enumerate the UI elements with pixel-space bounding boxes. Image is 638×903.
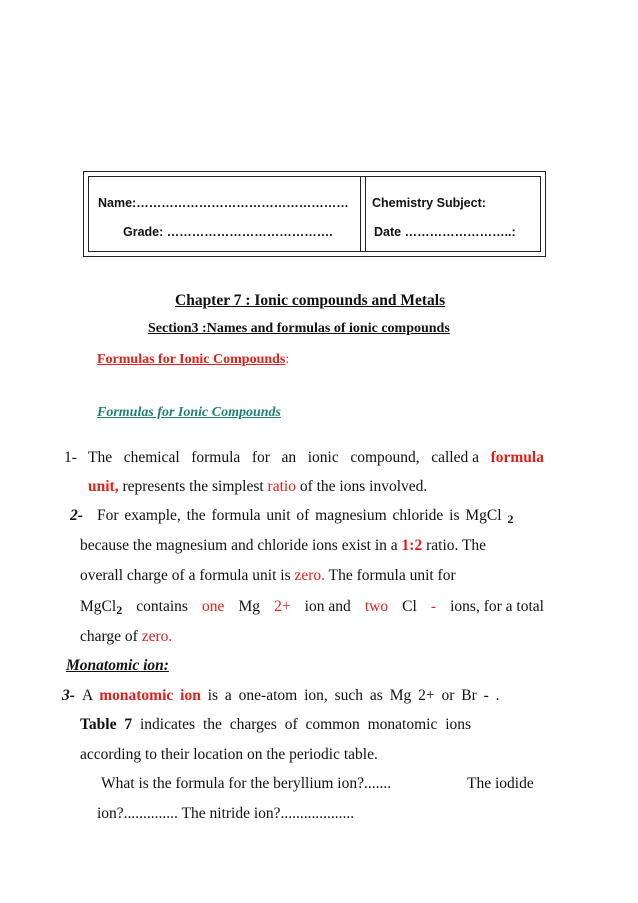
chapter-title: Chapter 7 : Ionic compounds and Metals bbox=[175, 292, 446, 309]
p2-line2 bbox=[80, 537, 486, 555]
term-zero: zero. bbox=[294, 567, 326, 584]
ratio-value: 1:2 bbox=[401, 537, 423, 554]
word: for bbox=[251, 449, 270, 466]
p2-line3-end: The formula unit for bbox=[328, 567, 456, 584]
word bbox=[431, 449, 479, 467]
word-ion-and: ion and bbox=[304, 598, 351, 615]
subheading-formulas: Formulas for Ionic Compounds bbox=[97, 405, 281, 420]
p2-line2-end: ratio. The bbox=[426, 537, 487, 554]
p2-line5-text: charge of bbox=[80, 628, 138, 645]
word: formula bbox=[191, 449, 241, 466]
p2-line2-text: because the magnesium and chloride ions exist in a bbox=[80, 537, 398, 554]
word: chemical bbox=[123, 449, 180, 466]
word-a: A bbox=[82, 687, 93, 704]
p2-line1-text: For example, the formula unit of magnesium chloride is MgCl bbox=[97, 507, 502, 524]
heading-formulas-text: Formulas for Ionic Compounds bbox=[97, 352, 286, 367]
table-7-ref: Table 7 bbox=[80, 716, 133, 733]
formula-mgcl2 bbox=[80, 598, 122, 616]
question-iodide: The iodide bbox=[467, 775, 534, 792]
word: an bbox=[281, 449, 297, 466]
word-called: called bbox=[431, 449, 469, 466]
header-table-inner-border bbox=[88, 176, 541, 252]
p1-line2-end: of the ions involved. bbox=[299, 478, 428, 495]
p3-line1-text: is a one-atom ion, such as Mg 2+ or Br - . bbox=[207, 687, 500, 704]
p3-line1 bbox=[82, 687, 500, 705]
question-nitride: ion?.............. The nitride ion?................... bbox=[97, 805, 355, 822]
word: ionic bbox=[307, 449, 339, 466]
p3-line2-text: indicates the charges of common monatomic ions bbox=[139, 716, 472, 733]
date-field-label: Date ……………………..: bbox=[374, 225, 516, 239]
p2-line3 bbox=[80, 567, 456, 585]
word: The bbox=[88, 449, 113, 466]
section-title: Section3 :Names and formulas of ionic compounds bbox=[148, 321, 450, 336]
p2-line4 bbox=[80, 598, 544, 616]
word: compound, bbox=[350, 449, 420, 466]
mgcl-text: MgCl bbox=[80, 598, 117, 615]
p3-line3: according to their location on the periodic table. bbox=[80, 746, 378, 763]
word-a: a bbox=[472, 449, 479, 466]
name-field-label: Name:…………………………………………… bbox=[98, 196, 349, 210]
heading-formulas bbox=[97, 352, 289, 368]
p1-number: 1- bbox=[64, 449, 77, 466]
p2-number: 2- bbox=[70, 507, 83, 524]
p1-line2 bbox=[88, 478, 427, 496]
term-two: two bbox=[364, 598, 389, 615]
p3-line2 bbox=[80, 716, 471, 734]
p2-line5 bbox=[80, 628, 172, 646]
heading-formulas-colon: : bbox=[285, 352, 290, 367]
header-table-divider bbox=[360, 176, 361, 252]
term-one: one bbox=[202, 598, 225, 615]
header-table-divider bbox=[365, 176, 366, 252]
p3-number: 3- bbox=[62, 687, 75, 704]
term-formula: formula bbox=[490, 449, 544, 466]
p2-line4-end: ions, for a total bbox=[450, 598, 544, 615]
term-ratio: ratio bbox=[267, 478, 296, 495]
grade-field-label: Grade: …………………………………. bbox=[123, 225, 333, 239]
question-beryllium: What is the formula for the beryllium ion?....... bbox=[101, 775, 392, 792]
charge-2plus: 2+ bbox=[274, 598, 291, 615]
term-monatomic-ion: monatomic ion bbox=[99, 687, 201, 704]
word-cl: Cl bbox=[402, 598, 417, 615]
p1-line2-text: represents the simplest bbox=[122, 478, 264, 495]
term-zero: zero. bbox=[141, 628, 173, 645]
p1-line1 bbox=[88, 449, 544, 467]
term-unit: unit, bbox=[88, 478, 119, 495]
subject-field-label: Chemistry Subject: bbox=[372, 196, 486, 210]
subscript-2: 2 bbox=[116, 603, 123, 617]
p2-line1 bbox=[97, 507, 513, 525]
p2-line3-text: overall charge of a formula unit is bbox=[80, 567, 291, 584]
word-mg: Mg bbox=[238, 598, 261, 615]
heading-monatomic-ion: Monatomic ion: bbox=[66, 657, 169, 674]
charge-minus: - bbox=[430, 598, 437, 615]
word-contains: contains bbox=[136, 598, 188, 615]
subscript-2: 2 bbox=[507, 512, 514, 526]
